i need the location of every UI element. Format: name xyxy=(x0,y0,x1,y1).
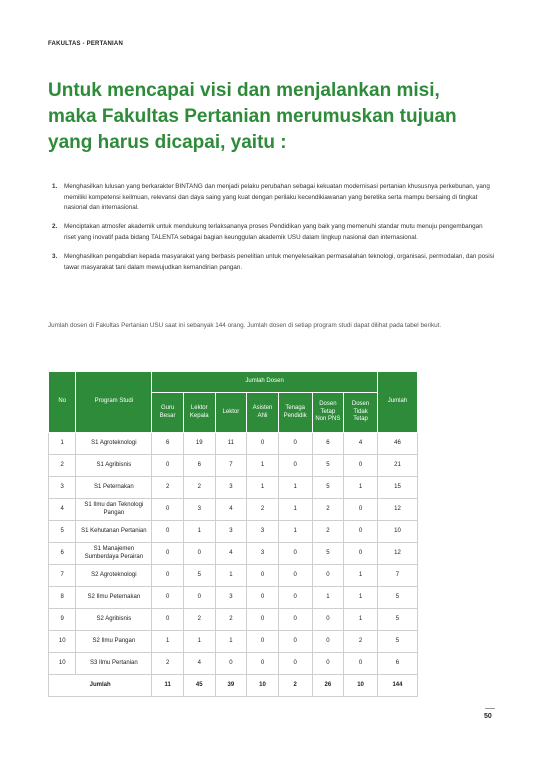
total-value-cell: 144 xyxy=(377,675,417,697)
value-cell: 1 xyxy=(152,631,184,653)
value-cell: 3 xyxy=(183,499,215,521)
value-cell: 3 xyxy=(215,587,247,609)
row-number-cell: 10 xyxy=(49,631,76,653)
goal-number: 3. xyxy=(52,252,58,260)
header-group: Jumlah Dosen xyxy=(152,372,378,393)
goals-list xyxy=(48,182,496,282)
value-cell: 2 xyxy=(312,521,344,543)
total-value-cell: 26 xyxy=(312,675,344,697)
row-number-cell: 2 xyxy=(49,455,76,477)
value-cell: 46 xyxy=(377,433,417,455)
value-cell: 0 xyxy=(312,653,344,675)
program-cell: S1 Agroteknologi xyxy=(76,433,152,455)
table-row xyxy=(49,477,418,499)
value-cell: 5 xyxy=(183,565,215,587)
value-cell: 0 xyxy=(152,587,184,609)
value-cell: 1 xyxy=(215,565,247,587)
value-cell: 3 xyxy=(215,477,247,499)
page-headline: Untuk mencapai visi dan menjalankan misi, maka Fakultas Pertanian merumuskan tujuan yang harus dicapai, yaitu : xyxy=(48,80,457,153)
value-cell: 0 xyxy=(247,609,279,631)
header-guru-besar: Guru Besar xyxy=(152,393,184,433)
total-value-cell: 39 xyxy=(215,675,247,697)
header-dosen-tetap-non-pns: Dosen Tetap Non PNS xyxy=(312,393,344,433)
row-number-cell: 3 xyxy=(49,477,76,499)
value-cell: 0 xyxy=(247,433,279,455)
value-cell: 1 xyxy=(278,521,312,543)
value-cell: 1 xyxy=(247,455,279,477)
value-cell: 5 xyxy=(312,455,344,477)
value-cell: 0 xyxy=(278,433,312,455)
value-cell: 12 xyxy=(377,543,417,565)
total-value-cell: 45 xyxy=(183,675,215,697)
value-cell: 7 xyxy=(215,455,247,477)
value-cell: 5 xyxy=(377,631,417,653)
value-cell: 4 xyxy=(215,499,247,521)
value-cell: 1 xyxy=(215,631,247,653)
program-cell: S2 Ilmu Peternakan xyxy=(76,587,152,609)
section-label: FAKULTAS - PERTANIAN xyxy=(48,41,123,47)
row-number-cell: 5 xyxy=(49,521,76,543)
value-cell: 0 xyxy=(344,455,378,477)
value-cell: 2 xyxy=(312,499,344,521)
table-row xyxy=(49,653,418,675)
value-cell: 1 xyxy=(344,477,378,499)
goal-text: Menghasilkan pengabdian kepada masyarakat yang berbasis penelitian untuk menyelesaikan permasalahan teknologi, organisasi, permodalan, dan posisi tawar masyarakat tani dalam mewujudkan kemandirian pangan. xyxy=(64,252,495,271)
total-value-cell: 10 xyxy=(247,675,279,697)
program-cell: S2 Agroteknologi xyxy=(76,565,152,587)
value-cell: 6 xyxy=(183,455,215,477)
table-row xyxy=(49,433,418,455)
header-lektor-kepala: Lektor Kepala xyxy=(183,393,215,433)
value-cell: 4 xyxy=(344,433,378,455)
table-row xyxy=(49,565,418,587)
value-cell: 0 xyxy=(344,499,378,521)
row-number-cell: 9 xyxy=(49,609,76,631)
table-row xyxy=(49,499,418,521)
total-label-cell: Jumlah xyxy=(49,675,152,697)
total-value-cell: 2 xyxy=(278,675,312,697)
value-cell: 2 xyxy=(183,477,215,499)
value-cell: 0 xyxy=(278,609,312,631)
total-row xyxy=(49,675,418,697)
value-cell: 0 xyxy=(312,565,344,587)
header-asisten-ahli: Asisten Ahli xyxy=(247,393,279,433)
value-cell: 0 xyxy=(247,565,279,587)
value-cell: 3 xyxy=(247,521,279,543)
goal-number: 1. xyxy=(52,183,58,190)
goal-text: Menghasilkan lulusan yang berkarakter BINTANG dan menjadi pelaku perubahan sebagai kekuatan modernisasi pertanian khususnya perkebunan, yang memiliki kompetensi keilmuan, relevansi dan daya saing yang kuat dengan perilaku kecendikiawanan yang beretika serta mampu bersaing di tingkat nasional dan internasional. xyxy=(64,183,490,212)
value-cell: 5 xyxy=(377,587,417,609)
table-row xyxy=(49,543,418,565)
value-cell: 2 xyxy=(215,609,247,631)
value-cell: 0 xyxy=(278,587,312,609)
header-dosen-tidak-tetap: Dosen Tidak Tetap xyxy=(344,393,378,433)
value-cell: 1 xyxy=(278,499,312,521)
value-cell: 2 xyxy=(152,477,184,499)
program-cell: S1 Ilmu dan Teknologi Pangan xyxy=(76,499,152,521)
value-cell: 0 xyxy=(152,543,184,565)
value-cell: 0 xyxy=(152,609,184,631)
total-value-cell: 11 xyxy=(152,675,184,697)
value-cell: 4 xyxy=(183,653,215,675)
program-cell: S2 Agribisnis xyxy=(76,609,152,631)
value-cell: 0 xyxy=(278,565,312,587)
value-cell: 0 xyxy=(278,543,312,565)
value-cell: 0 xyxy=(312,631,344,653)
header-total: Jumlah xyxy=(377,372,417,433)
row-number-cell: 4 xyxy=(49,499,76,521)
value-cell: 3 xyxy=(215,521,247,543)
value-cell: 0 xyxy=(183,587,215,609)
value-cell: 6 xyxy=(377,653,417,675)
value-cell: 1 xyxy=(183,631,215,653)
intro-paragraph: Jumlah dosen di Fakultas Pertanian USU saat ini sebanyak 144 orang. Jumlah dosen di setiap program studi dapat dilihat pada tabel berikut. xyxy=(48,322,442,329)
table-row xyxy=(49,609,418,631)
header-tenaga-pendidik: Tenaga Pendidik xyxy=(278,393,312,433)
value-cell: 0 xyxy=(312,609,344,631)
value-cell: 7 xyxy=(377,565,417,587)
goal-item xyxy=(48,252,496,273)
program-cell: S1 Manajemen Sumberdaya Perairan xyxy=(76,543,152,565)
value-cell: 1 xyxy=(278,477,312,499)
value-cell: 0 xyxy=(152,521,184,543)
table-row xyxy=(49,631,418,653)
row-number-cell: 7 xyxy=(49,565,76,587)
value-cell: 2 xyxy=(183,609,215,631)
value-cell: 2 xyxy=(247,499,279,521)
goal-item xyxy=(48,182,496,214)
program-cell: S1 Agribisnis xyxy=(76,455,152,477)
value-cell: 4 xyxy=(215,543,247,565)
value-cell: 0 xyxy=(152,455,184,477)
value-cell: 0 xyxy=(278,653,312,675)
table-body xyxy=(49,433,418,697)
program-cell: S1 Kehutanan Pertanian xyxy=(76,521,152,543)
value-cell: 2 xyxy=(344,631,378,653)
value-cell: 6 xyxy=(152,433,184,455)
program-cell: S1 Peternakan xyxy=(76,477,152,499)
value-cell: 0 xyxy=(183,543,215,565)
value-cell: 15 xyxy=(377,477,417,499)
value-cell: 0 xyxy=(247,631,279,653)
row-number-cell: 10 xyxy=(49,653,76,675)
row-number-cell: 1 xyxy=(49,433,76,455)
footer-divider xyxy=(485,708,495,709)
value-cell: 0 xyxy=(344,521,378,543)
value-cell: 1 xyxy=(344,587,378,609)
value-cell: 1 xyxy=(344,565,378,587)
program-cell: S2 Ilmu Pangan xyxy=(76,631,152,653)
program-cell: S3 Ilmu Pertanian xyxy=(76,653,152,675)
header-no: No xyxy=(49,372,76,433)
row-number-cell: 6 xyxy=(49,543,76,565)
value-cell: 1 xyxy=(183,521,215,543)
page-number: 50 xyxy=(484,713,492,720)
value-cell: 0 xyxy=(344,543,378,565)
value-cell: 0 xyxy=(344,653,378,675)
value-cell: 0 xyxy=(247,653,279,675)
goal-number: 2. xyxy=(52,223,58,231)
value-cell: 0 xyxy=(247,587,279,609)
value-cell: 11 xyxy=(215,433,247,455)
goal-item xyxy=(48,222,496,243)
lecturer-table xyxy=(48,371,418,697)
value-cell: 0 xyxy=(278,631,312,653)
value-cell: 21 xyxy=(377,455,417,477)
value-cell: 5 xyxy=(312,477,344,499)
value-cell: 5 xyxy=(312,543,344,565)
goal-text: Menciptakan atmosfer akademik untuk mendukung terlaksananya proses Pendidikan yang baik yang memenuhi standar mutu menuju pengembangan riset yang inovatif pada bidang TALENTA sebagai bagian keunggulan akademik USU dalam lingkup nasional dan internasional. xyxy=(64,223,483,241)
header-lektor: Lektor xyxy=(215,393,247,433)
value-cell: 6 xyxy=(312,433,344,455)
value-cell: 1 xyxy=(344,609,378,631)
value-cell: 0 xyxy=(152,499,184,521)
table-row xyxy=(49,521,418,543)
value-cell: 5 xyxy=(377,609,417,631)
table-row xyxy=(49,455,418,477)
value-cell: 0 xyxy=(215,653,247,675)
row-number-cell: 8 xyxy=(49,587,76,609)
value-cell: 3 xyxy=(247,543,279,565)
value-cell: 0 xyxy=(152,565,184,587)
value-cell: 12 xyxy=(377,499,417,521)
value-cell: 10 xyxy=(377,521,417,543)
value-cell: 1 xyxy=(247,477,279,499)
value-cell: 1 xyxy=(312,587,344,609)
table-row xyxy=(49,587,418,609)
total-value-cell: 10 xyxy=(344,675,378,697)
value-cell: 19 xyxy=(183,433,215,455)
value-cell: 0 xyxy=(278,455,312,477)
header-program: Program Studi xyxy=(76,372,152,433)
value-cell: 2 xyxy=(152,653,184,675)
